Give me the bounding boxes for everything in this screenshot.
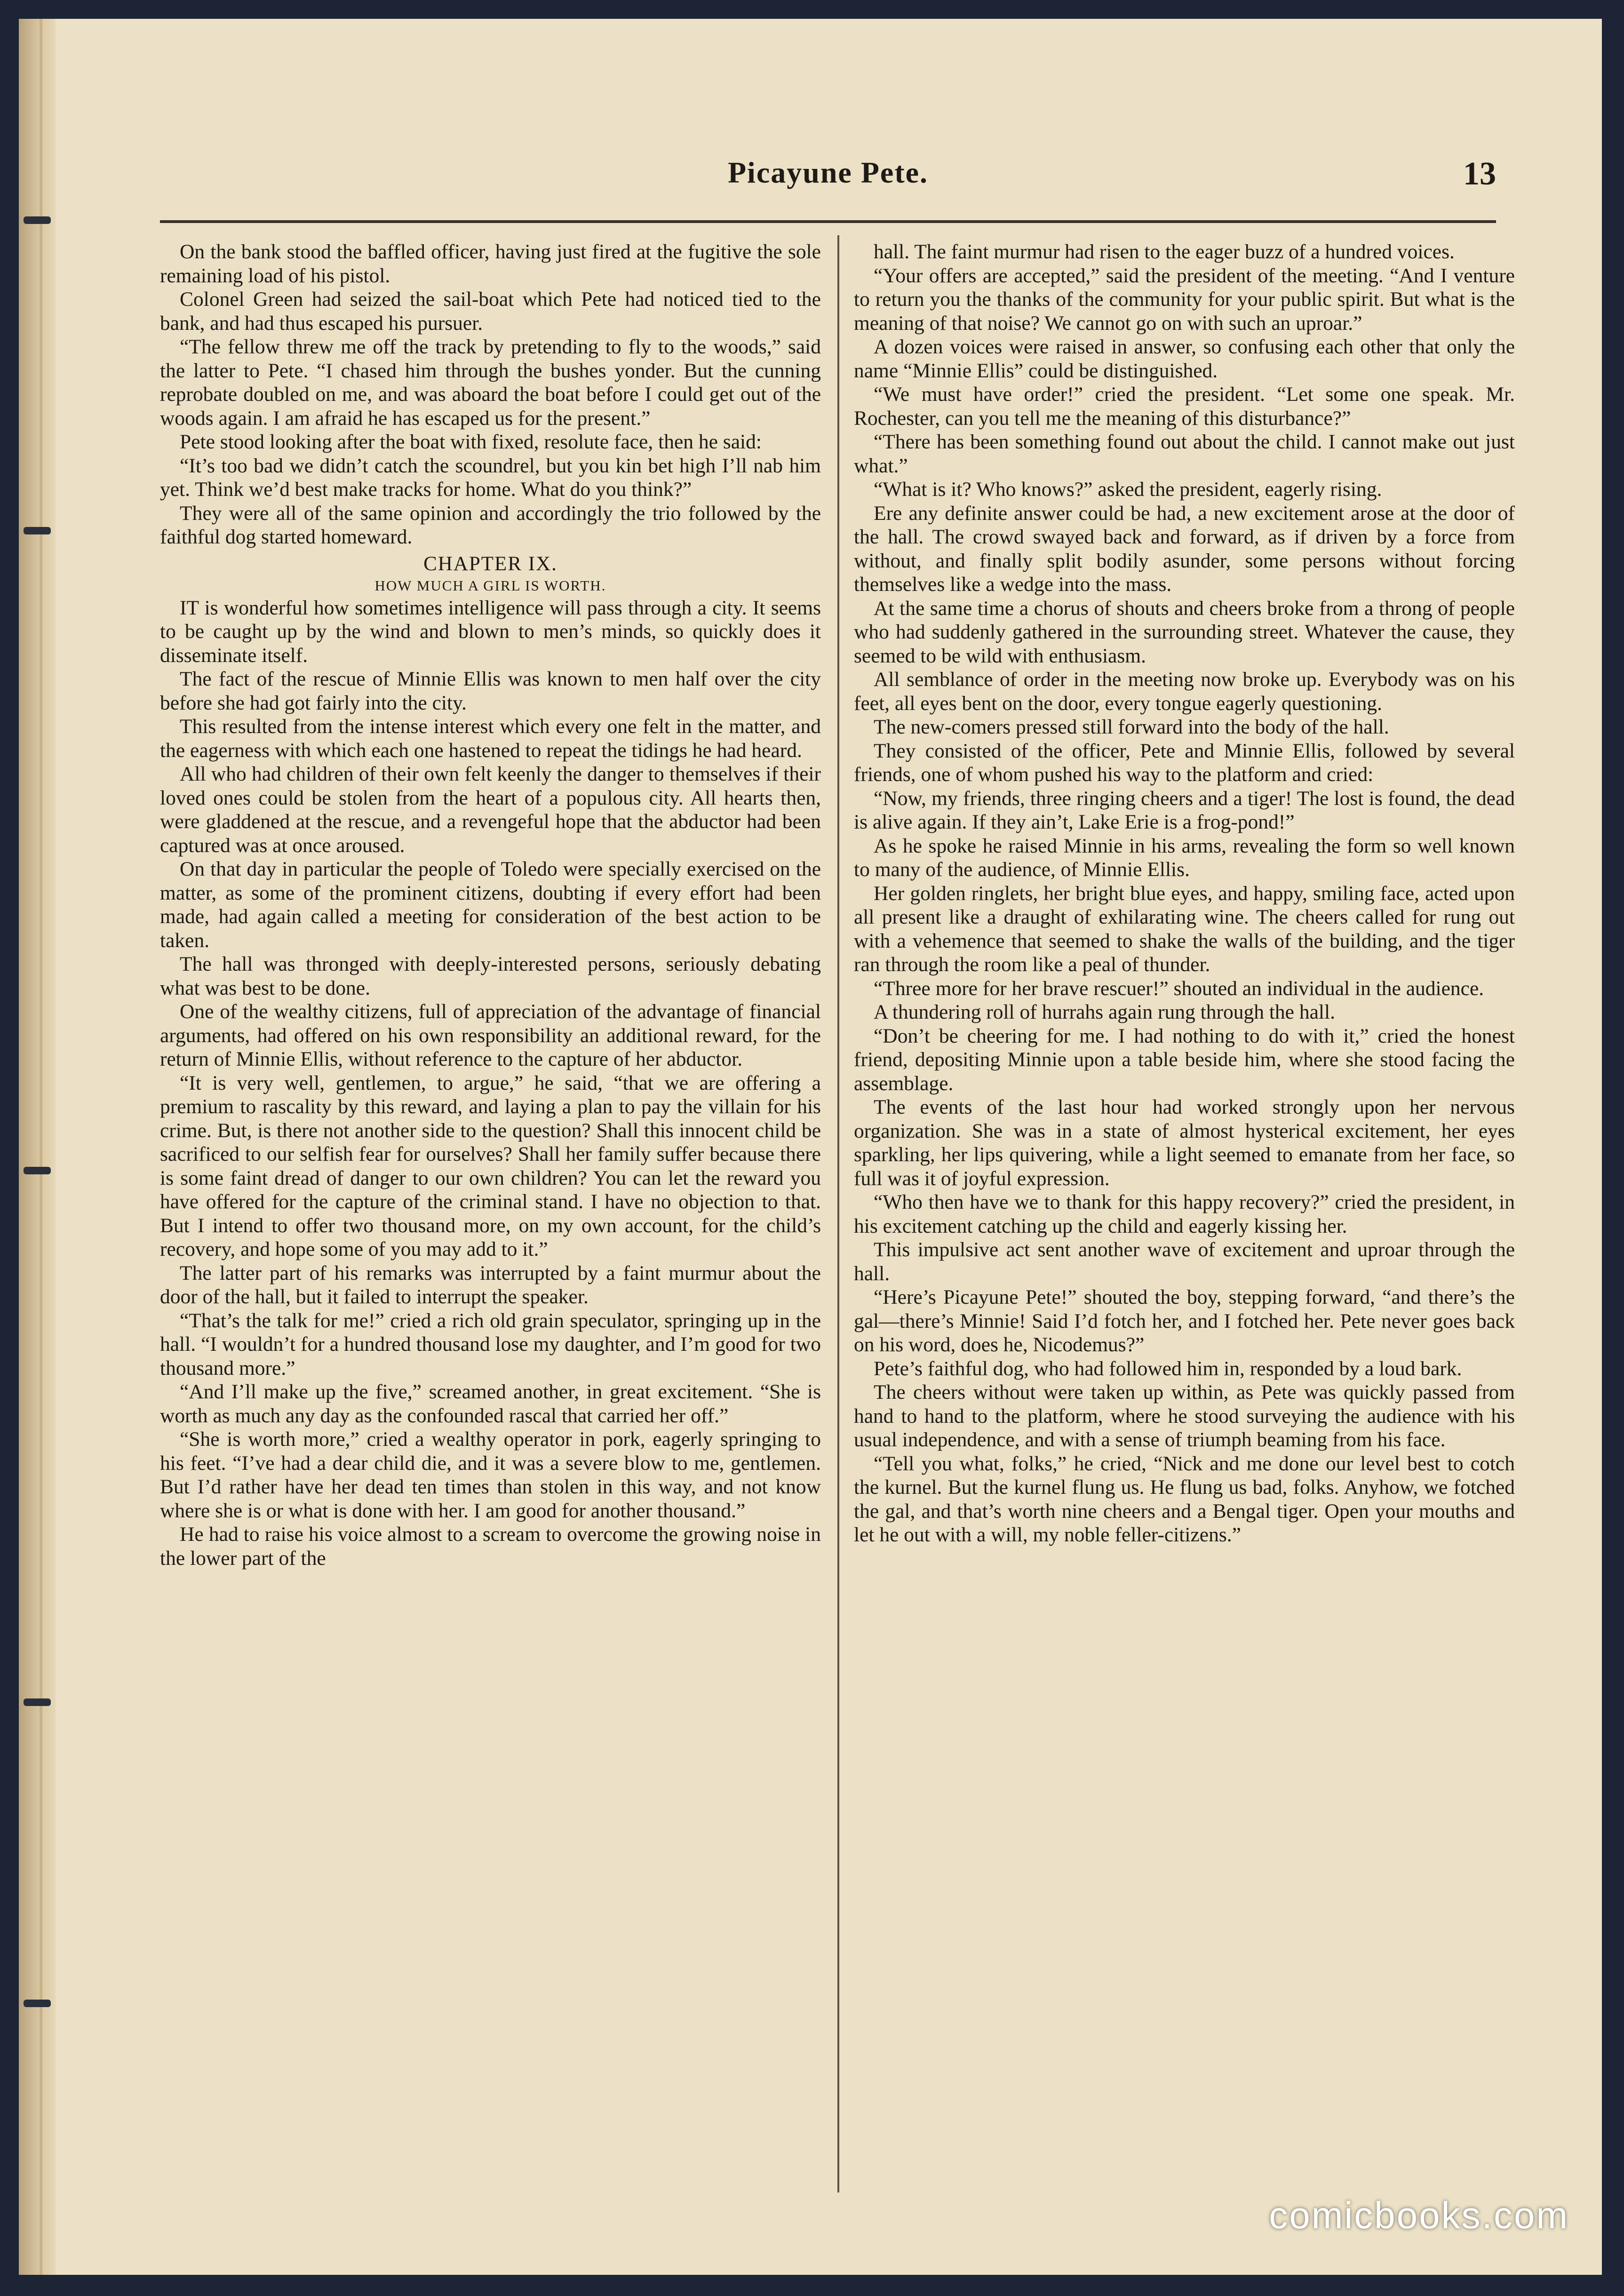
paragraph: Ere any definite answer could be had, a new excitement arose at the door of the hall. The crowd swayed back and forward, as if driven by a force from without, and finally split bodily asunder, some persons without forcing themselves like a wedge into the mass. xyxy=(854,502,1515,596)
paragraph: “Tell you what, folks,” he cried, “Nick and me done our level best to cotch the kurnel. But the kurnel flung us. He flung us bad, folks. Anyhow, we fotched the gal, and that’s worth nine cheers and a Bengal tiger. Open your mouths and let he out with a will, my noble feller-citizens.” xyxy=(854,1452,1515,1546)
binding-staple xyxy=(24,2000,51,2007)
paragraph: Pete’s faithful dog, who had followed him in, responded by a loud bark. xyxy=(874,1357,1462,1380)
paragraph: This resulted from the intense interest which every one felt in the matter, and the eagerness with which each one hastened to repeat the tidings he had heard. xyxy=(160,715,821,762)
paragraph: A thundering roll of hurrahs again rung through the hall. xyxy=(874,1001,1335,1023)
paragraph: “And I’ll make up the five,” screamed another, in great excitement. “She is worth as much any day as the confounded rascal that carried her off.” xyxy=(160,1380,821,1427)
paragraph: The new-comers pressed still forward into the body of the hall. xyxy=(874,716,1389,738)
spine-crease xyxy=(40,19,42,2275)
page-header xyxy=(160,155,1496,202)
paragraph: Colonel Green had seized the sail-boat which Pete had noticed tied to the bank, and had thus escaped his pursuer. xyxy=(160,288,821,335)
paragraph: Pete stood looking after the boat with fixed, resolute face, then he said: xyxy=(180,430,762,453)
header-rule xyxy=(160,220,1496,223)
paragraph: All who had children of their own felt keenly the danger to themselves if their loved ones could be stolen from the heart of a populous city. All hearts then, were gladdened at the rescue, and a revengeful hope that the abductor had been captured was at once aroused. xyxy=(160,763,821,857)
paragraph: “We must have order!” cried the president. “Let some one speak. Mr. Rochester, can you tell me the meaning of this disturbance?” xyxy=(854,383,1515,430)
paragraph: “Don’t be cheering for me. I had nothing to do with it,” cried the honest friend, depositing Minnie upon a table beside him, where she stood facing the assemblage. xyxy=(854,1024,1515,1095)
paragraph: One of the wealthy citizens, full of appreciation of the advantage of financial arguments, had offered on his own responsibility an additional reward, for the return of Minnie Ellis, without reference to the capture of her abductor. xyxy=(160,1000,821,1070)
paragraph: hall. The faint murmur had risen to the eager buzz of a hundred voices. xyxy=(874,240,1455,263)
column-divider xyxy=(837,235,839,2192)
book-page xyxy=(19,19,1602,2275)
right-column-text xyxy=(854,240,1515,1547)
watermark: comicbooks.com xyxy=(1269,2194,1569,2236)
paragraph: IT is wonderful how sometimes intelligence will pass through a city. It seems to be caught up by the wind and blown to men’s minds, so quickly does it disseminate itself. xyxy=(160,596,821,667)
paragraph: He had to raise his voice almost to a scream to overcome the growing noise in the lower part of the xyxy=(160,1523,821,1570)
binding-staple xyxy=(24,527,51,534)
chapter-subtitle: HOW MUCH A GIRL IS WORTH. xyxy=(374,577,606,594)
paragraph: “That’s the talk for me!” cried a rich old grain speculator, springing up in the hall. “I wouldn’t for a hundred thousand lose my daughter, and I’m good for two thousand more.” xyxy=(160,1309,821,1379)
running-title: Picayune Pete. xyxy=(727,156,929,189)
paragraph: The events of the last hour had worked strongly upon her nervous organization. She was in a state of almost hysterical excitement, her eyes sparkling, her lips quivering, while a light seemed to emanate from her face, so full was it of joyful expression. xyxy=(854,1096,1515,1190)
binding-staple xyxy=(24,1698,51,1706)
left-column-chapter-text xyxy=(160,596,821,1571)
paragraph: “The fellow threw me off the track by pretending to fly to the woods,” said the latter to Pete. “I chased him through the bushes yonder. But the cunning reprobate doubled on me, and was aboard the boat before I could get out of the woods again. I am afraid he has escaped us for the present.” xyxy=(160,335,821,430)
paragraph: “What is it? Who knows?” asked the president, eagerly rising. xyxy=(874,478,1382,501)
paragraph: “It’s too bad we didn’t catch the scoundrel, but you kin bet high I’ll nab him yet. Think we’d best make tracks for home. What do you think?” xyxy=(160,454,821,501)
paragraph: Her golden ringlets, her bright blue eyes, and happy, smiling face, acted upon all present like a draught of exhilarating wine. The cheers called for rung out with a vehemence that seemed to shake the walls of the building, and the tiger ran through the room like a peal of thunder. xyxy=(854,882,1515,976)
paragraph: A dozen voices were raised in answer, so confusing each other that only the name “Minnie Ellis” could be distinguished. xyxy=(854,335,1515,382)
binding-staple xyxy=(24,1167,51,1174)
paragraph: They were all of the same opinion and accordingly the trio followed by the faithful dog started homeward. xyxy=(160,502,821,548)
paragraph: The latter part of his remarks was interrupted by a faint murmur about the door of the hall, but it failed to interrupt the speaker. xyxy=(160,1261,821,1308)
paragraph: On the bank stood the baffled officer, having just fired at the fugitive the sole remaining load of his pistol. xyxy=(160,240,821,287)
paragraph: On that day in particular the people of Toledo were specially exercised on the matter, as some of the prominent citizens, doubting if every effort had been made, had again called a meeting for consideration of the best action to be taken. xyxy=(160,858,821,952)
paragraph: “There has been something found out about the child. I cannot make out just what.” xyxy=(854,430,1515,477)
paragraph: All semblance of order in the meeting now broke up. Everybody was on his feet, all eyes bent on the door, every tongue eagerly questioning. xyxy=(854,668,1515,715)
paragraph: At the same time a chorus of shouts and cheers broke from a throng of people who had suddenly gathered in the surrounding street. Whatever the cause, they seemed to be wild with enthusiasm. xyxy=(854,597,1515,667)
paragraph: The hall was thronged with deeply-interested persons, seriously debating what was best to be done. xyxy=(160,953,821,999)
paragraph: They consisted of the officer, Pete and Minnie Ellis, followed by several friends, one of whom pushed his way to the platform and cried: xyxy=(854,739,1515,786)
paragraph: As he spoke he raised Minnie in his arms, revealing the form so well known to many of the audience, of Minnie Ellis. xyxy=(854,834,1515,881)
paragraph: “Your offers are accepted,” said the president of the meeting. “And I venture to return you the thanks of the community for your public spirit. But what is the meaning of that noise? We cannot go on with such an uproar.” xyxy=(854,264,1515,335)
paragraph: “It is very well, gentlemen, to argue,” he said, “that we are offering a premium to rascality by this reward, and laying a plan to pay the villain for his crime. But, is there not another side to the question? Shall this innocent child be sacrificed to our selfish fear for ourselves? Shall her family suffer because there is some faint dread of danger to our own children? You can let the reward you have offered for the capture of the criminal stand. I have no objection to that. But I intend to offer two thousand more, on my own account, for the child’s recovery, and hope some of you may add to it.” xyxy=(160,1071,821,1260)
page-number: 13 xyxy=(1463,156,1496,192)
paragraph: “Here’s Picayune Pete!” shouted the boy, stepping forward, “and there’s the gal—there’s Minnie! Said I’d fotch her, and I fotched her. Pete never goes back on his word, does he, Nicodemus?” xyxy=(854,1286,1515,1356)
left-column xyxy=(160,240,821,2202)
paragraph: This impulsive act sent another wave of excitement and uproar through the hall. xyxy=(854,1238,1515,1285)
binding-spine xyxy=(19,19,56,2275)
paragraph: “Now, my friends, three ringing cheers and a tiger! The lost is found, the dead is alive again. If they ain’t, Lake Erie is a frog-pond!” xyxy=(854,787,1515,833)
chapter-title: CHAPTER IX. xyxy=(423,552,557,575)
paragraph: “Who then have we to thank for this happy recovery?” cried the president, in his excitement catching up the child and eagerly kissing her. xyxy=(854,1191,1515,1237)
paragraph: The cheers without were taken up within, as Pete was quickly passed from hand to hand to the platform, where he stood surveying the audience with his usual independence, and with a sense of triumph beaming from his face. xyxy=(854,1381,1515,1451)
right-column xyxy=(854,240,1515,2202)
paragraph: “Three more for her brave rescuer!” shouted an individual in the audience. xyxy=(874,977,1484,1000)
left-column-text xyxy=(160,240,821,549)
binding-staple xyxy=(24,216,51,224)
paragraph: “She is worth more,” cried a wealthy operator in pork, eagerly springing to his feet. “I’ve had a dear child die, and it was a severe blow to me, gentlemen. But I’d rather have her dead ten times than stolen in this way, and not know where she is or what is done with her. I am good for another thousand.” xyxy=(160,1428,821,1522)
paragraph: The fact of the rescue of Minnie Ellis was known to men half over the city before she had got fairly into the city. xyxy=(160,668,821,714)
